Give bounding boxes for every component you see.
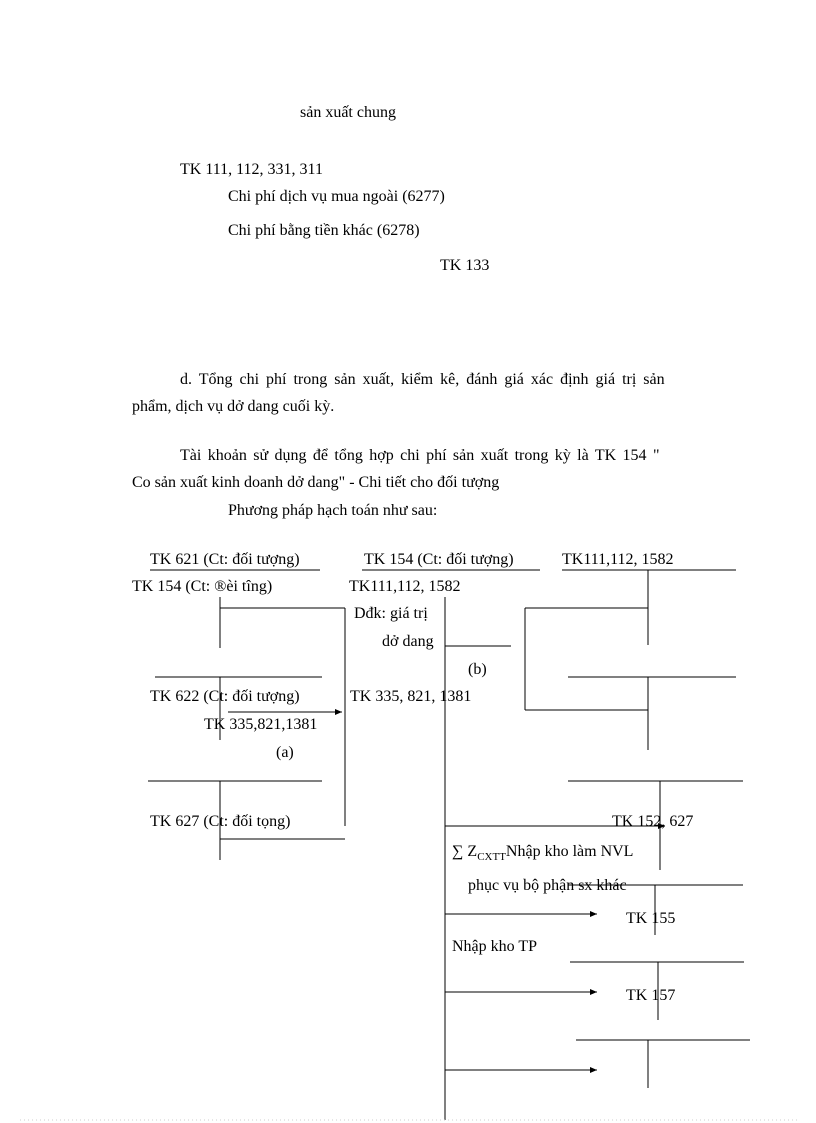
tk335-left-label: TK 335,821,1381 [204, 716, 318, 733]
tk157-label: TK 157 [626, 987, 676, 1004]
paragraph-line2: Co sản xuất kinh doanh dở dang" - Chi tiết cho đối tượng [132, 474, 500, 491]
tk154-head-label: TK 154 (Ct: đối tượng) [364, 551, 514, 568]
account-tk111: TK 111, 112, 331, 311 [180, 161, 323, 178]
section-d-line1: d. Tổng chi phí trong sản xuất, kiểm kê, đánh giá xác định giá trị sản [180, 371, 665, 388]
tk154-left-label: TK 154 (Ct: ®èi tîng) [132, 578, 273, 595]
tk335-mid-label: TK 335, 821, 1381 [350, 688, 472, 705]
label-a: (a) [276, 744, 294, 761]
sum-prefix: ∑ Z [452, 843, 478, 860]
section-d-line2: phẩm, dịch vụ dở dang cuối kỳ. [132, 398, 335, 415]
sum-subscript: CXTT [477, 851, 506, 863]
tk155-label: TK 155 [626, 910, 676, 927]
nhap-tp-label: Nhập kho TP [452, 938, 538, 955]
cost-outsourced-label: Chi phí dịch vụ mua ngoài (6277) [228, 188, 445, 205]
tk111-mid-label: TK111,112, 1582 [349, 578, 461, 595]
ddk-line1: Dđk: giá trị [354, 605, 428, 622]
method-label: Phương pháp hạch toán như sau: [228, 502, 438, 519]
tk621-label: TK 621 (Ct: đối tượng) [150, 551, 300, 568]
phuc-vu-label: phục vụ bộ phận sx khác [468, 877, 627, 894]
tk622-label: TK 622 (Ct: đối tượng) [150, 688, 300, 705]
tk111-head-label: TK111,112, 1582 [562, 551, 674, 568]
paragraph-line1: Tài khoản sử dụng để tổng hợp chi phí sản xuất trong kỳ là TK 154 " [180, 447, 660, 464]
tk152-label: TK 152, 627 [612, 813, 694, 830]
tk627-label: TK 627 (Ct: đối tọng) [150, 813, 291, 830]
label-b: (b) [468, 661, 487, 678]
cost-other-cash-label: Chi phí bằng tiền khác (6278) [228, 222, 420, 239]
heading-tail: sản xuất chung [300, 104, 396, 121]
sum-cxtt-label [452, 843, 633, 866]
ddk-line2: dở dang [382, 633, 434, 650]
account-tk133: TK 133 [440, 257, 490, 274]
sum-text: Nhập kho làm NVL [505, 843, 634, 860]
